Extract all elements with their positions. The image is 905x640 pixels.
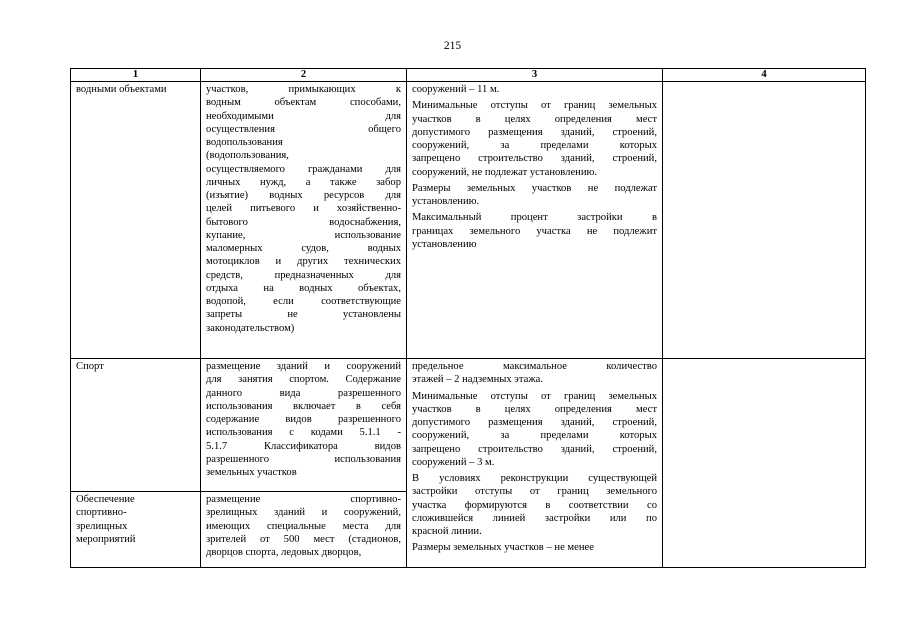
text-line: разрешенного использования [206,453,401,465]
use-description [206,83,401,335]
text-line: размещение зданий и сооружений [206,361,401,372]
column-header-1: 1 [71,69,201,82]
page-number: 215 [443,40,462,52]
text-line: границах земельного участка не подлежит [412,225,657,237]
text-line: предельное максимальное количество [412,361,657,372]
use-name [76,83,195,96]
column-header-2: 2 [201,69,407,82]
use-description [206,493,401,559]
cell-restrictions [663,82,866,359]
text-line: допустимого размещения зданий, строений, [412,417,657,428]
text-line: купание, использование [206,229,401,241]
table-row-water [71,82,866,359]
text-line: 5.1.7 Классификатора видов [206,440,401,452]
text-line: личных нужд, а также забор [206,176,401,188]
text-line: сооружений – 3 м. [412,456,495,468]
text-line: (изъятие) водных ресурсов для [206,190,401,201]
text-line: запреты не установлены [206,309,401,321]
text-line: осуществления общего [206,123,401,135]
text-line: водопой, если соответствующие [206,296,401,307]
text-line: зрелищных [76,520,128,532]
text-line: маломерных судов, водных [206,243,401,254]
text-line: средств, предназначенных для [206,269,401,281]
text-line: этажей – 2 надземных этажа. [412,374,543,386]
cell-parameters [407,82,663,359]
paragraph [412,99,657,179]
text-line: допустимого размещения зданий, строений, [412,126,657,138]
cell-use-name [71,492,201,568]
text-line: (водопользования, [206,150,289,162]
text-line: использования с кодами 5.1.1 - [206,427,401,439]
text-line: Минимальные отступы от границ земельных [412,100,657,112]
text-line: установлению [412,238,477,250]
text-line: Размеры земельных участков – не менее [412,542,594,554]
column-header-3: 3 [407,69,663,82]
text-line: сооружений, не подлежат установлению. [412,166,598,178]
text-line: целей питьевого и хозяйственно- [206,203,401,215]
text-line: мотоциклов и других технических [206,256,401,268]
text-line: зрелищных зданий и сооружений, [206,507,401,519]
text-line: мероприятий [76,533,136,545]
paragraph [412,182,657,209]
text-line: бытового водоснабжения, [206,216,401,228]
text-line: земельных участков [206,467,297,478]
text-line: водопользования [206,137,283,148]
text-line: содержание видов разрешенного [206,414,401,425]
cell-use-name [71,359,201,492]
text-line: спортивно- [76,507,127,519]
table-row-sport [71,359,866,492]
table-header-row [71,69,866,82]
text-line: данного вида разрешенного [206,387,401,399]
cell-use-name [71,82,201,359]
text-line: запрещено строительство зданий, строений, [412,153,657,165]
text-line: размещение спортивно- [206,494,401,505]
text-line: сложившейся линией застройки или по [412,512,657,524]
cell-use-description [201,492,407,568]
text-line: Обеспечение [76,494,135,505]
text-line: водными объектами [76,84,167,95]
paragraph [412,360,657,387]
text-line: красной линии. [412,526,482,537]
paragraph [412,211,657,251]
paragraph [412,472,657,538]
text-line: дворцов спорта, ледовых дворцов, [206,547,362,558]
text-line: сооружений, за пределами которых [412,430,657,442]
text-line: для занятия спортом. Содержание [206,374,401,386]
text-line: запрещено строительство зданий, строений, [412,443,657,455]
text-line: застройки отступы от границ земельного [412,486,657,498]
paragraph [412,390,657,470]
cell-use-description [201,82,407,359]
use-description [206,360,401,479]
regulations-table [70,68,866,568]
text-line: участков в целях определения мест [412,403,657,415]
text-line: имеющих специальные места для [206,520,401,532]
text-line: Минимальные отступы от границ земельных [412,390,657,402]
text-line: В условиях реконструкции существующей [412,473,657,484]
text-line: участков, примыкающих к [206,84,401,95]
parameters [412,83,657,251]
text-line: участков в целях определения мест [412,113,657,125]
cell-parameters-shared [407,359,663,568]
paragraph [412,83,657,96]
use-name [76,360,195,373]
text-line: сооружений – 11 м. [412,84,500,95]
text-line: Спорт [76,361,104,372]
text-line: Размеры земельных участков не подлежат [412,182,657,194]
text-line: необходимыми для [206,110,401,122]
cell-use-description [201,359,407,492]
text-line: зрителей от 500 мест (стадионов, [206,533,401,545]
text-line: участка формируются в соответствии со [412,499,657,511]
parameters [412,360,657,555]
text-line: Максимальный процент застройки в [412,212,657,224]
text-line: использования включает в себя [206,400,401,412]
text-line: сооружений, за пределами которых [412,140,657,151]
paragraph [412,541,657,554]
text-line: отдыха на водных объектах, [206,282,401,294]
column-header-4: 4 [663,69,866,82]
text-line: установлению. [412,196,480,207]
cell-restrictions [663,359,866,568]
text-line: осуществляемого гражданами для [206,163,401,175]
text-line: водным объектам способами, [206,97,401,109]
use-name [76,493,195,546]
text-line: законодательством) [206,322,295,334]
